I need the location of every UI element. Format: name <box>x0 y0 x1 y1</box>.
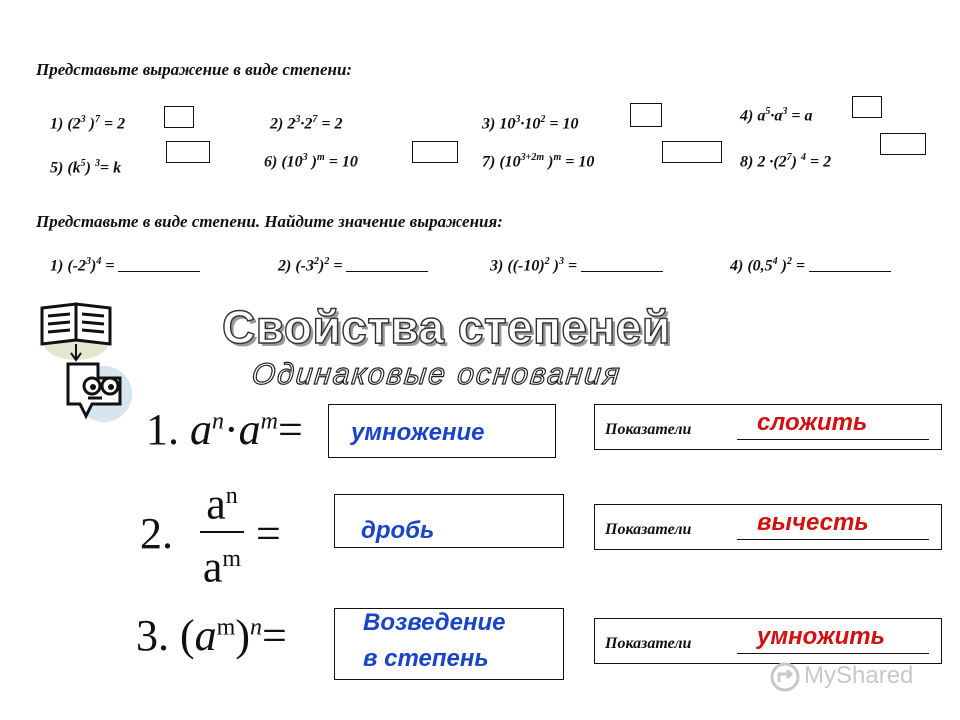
exponent-box-1 <box>594 404 942 450</box>
value-item-4: 4) ($0,5^4$ )$^2$ = <box>730 256 891 275</box>
exponent-box-3 <box>594 618 942 664</box>
answer-box-6[interactable] <box>412 141 458 163</box>
answer-text-1: сложить <box>757 409 868 436</box>
rule-name-2: дробь <box>361 517 435 544</box>
answer-line-3 <box>737 653 929 654</box>
value-item-1: 1) $(-2^3)^4$ = <box>50 256 200 275</box>
formula-power: 3. $(a^m)^n=$ <box>136 611 287 660</box>
rule-box-3 <box>334 608 564 680</box>
formula-product: 1. $a^n\cdot a^m=$ <box>146 405 303 454</box>
answer-box-4[interactable] <box>852 96 882 118</box>
answer-blank-4[interactable] <box>809 257 891 272</box>
answer-box-5[interactable] <box>166 141 210 163</box>
exercise-item-3: 3) $10^3\cdot 10^2 = 10$ <box>482 114 579 133</box>
value-item-2: 2) $(-3^2)^2$ = <box>278 256 428 275</box>
answer-line-1 <box>737 439 929 440</box>
exercise-item-5: 5) $(k^5)$ $^3$= k <box>50 158 122 177</box>
answer-line-2 <box>737 539 929 540</box>
formula-quotient: $a^n$ $a^m$ <box>200 474 244 589</box>
share-icon <box>770 662 800 692</box>
exercise-item-8: 8) $2 \cdot(2^7) ^4 = 2$ <box>740 152 832 171</box>
answer-box-8[interactable] <box>880 133 926 155</box>
exercise-item-7: 7) ($10^{3+2m}$ )$^m$ = 10 <box>482 152 595 171</box>
answer-text-3: умножить <box>757 623 885 650</box>
exercise-item-2: 2) $2^3\cdot 2^7 = 2$ <box>270 114 343 133</box>
exponent-box-2 <box>594 504 942 550</box>
answer-blank-1[interactable] <box>118 257 200 272</box>
value-item-3: 3) ($(-10)^2$ )$^3$ = <box>490 256 663 275</box>
answer-box-3[interactable] <box>630 103 662 127</box>
exercise-heading-1: Представьте выражение в виде степени: <box>36 60 353 79</box>
exercise-item-6: 6) ($10^3$ )$^m$ = 10 <box>264 152 358 171</box>
rule-name-1: умножение <box>351 419 485 446</box>
thinking-head-icon <box>58 358 136 424</box>
exercise-item-1: 1) ($2^3$ )$^7$ = 2 <box>50 114 126 133</box>
exponent-label-1: Показатели <box>605 421 692 438</box>
page-title: Свойства степеней <box>222 301 671 353</box>
book-icon <box>36 296 116 364</box>
exercise-item-4: 4) $a^5\cdot a^3 = a$ <box>740 106 813 125</box>
rule-box-2 <box>334 494 564 548</box>
page-subtitle: Одинаковые основания <box>250 358 623 391</box>
rule-number-2: 2. <box>140 509 173 558</box>
rule-name-3-line2: в степень <box>363 645 489 672</box>
formula-quotient-eq: = <box>256 509 281 558</box>
answer-text-2: вычесть <box>757 509 869 536</box>
watermark: MyShared <box>804 662 914 689</box>
exercise-heading-2: Представьте в виде степени. Найдите значение выражения: <box>36 212 503 231</box>
exponent-label-2: Показатели <box>605 521 692 538</box>
rule-box-1 <box>328 404 556 458</box>
rule-name-3-line1: Возведение <box>363 609 506 636</box>
exponent-label-3: Показатели <box>605 635 692 652</box>
answer-blank-3[interactable] <box>581 257 663 272</box>
answer-box-7[interactable] <box>662 141 722 163</box>
answer-box-1[interactable] <box>164 106 194 128</box>
answer-blank-2[interactable] <box>346 257 428 272</box>
